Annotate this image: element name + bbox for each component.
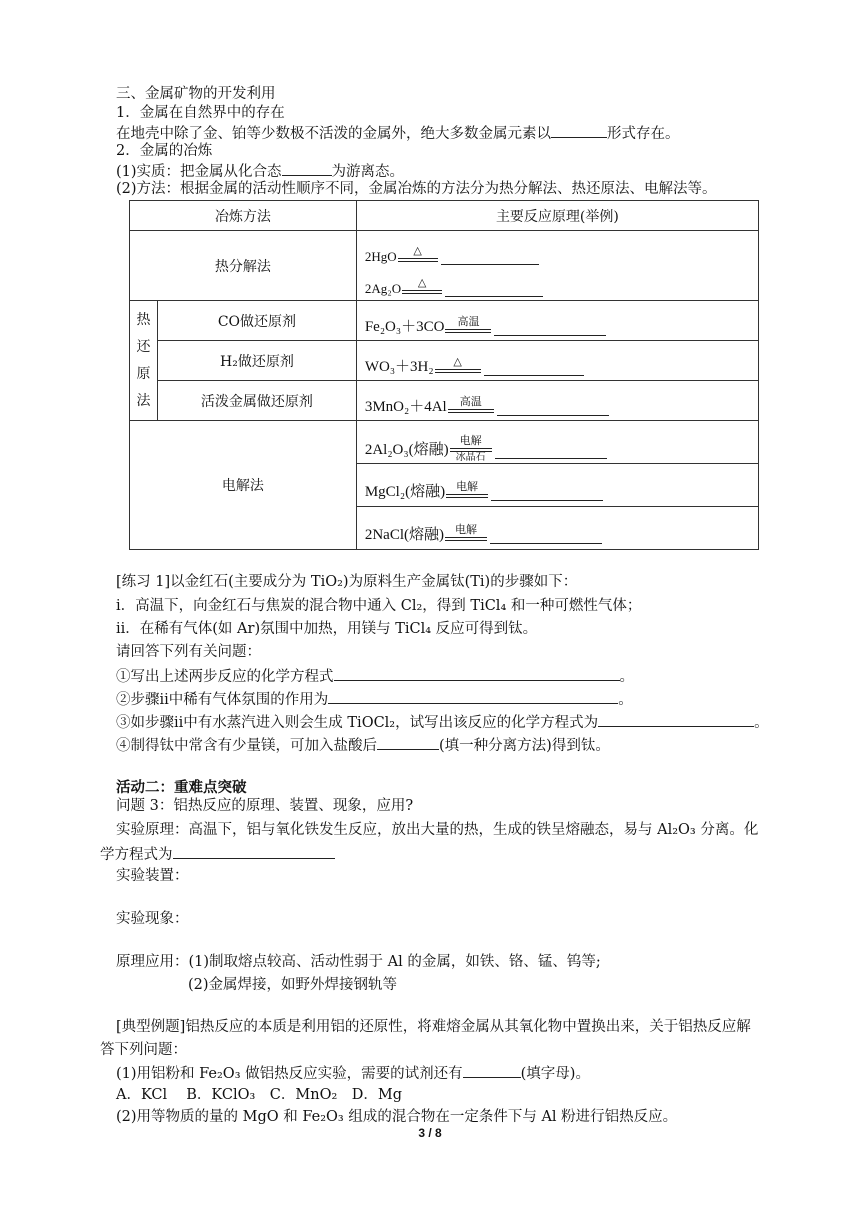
- equation-fe2o3: Fe₂O₃＋3CO 高温: [365, 306, 750, 336]
- paragraph-method: (2)方法：根据金属的活动性顺序不同，金属冶炼的方法分为热分解法、热还原法、电解法等。: [116, 181, 717, 197]
- equation-cell-mgcl2: [356, 464, 758, 507]
- example-question-1: (1)用铝粉和 Fe₂O₃ 做铝热反应实验，需要的试剂还有 (填字母)。: [116, 1063, 590, 1084]
- answer-blank[interactable]: [598, 712, 754, 727]
- header-principle: 主要反应原理(举例): [356, 201, 758, 231]
- experiment-principle: 实验原理：高温下，铝与氧化铁发生反应，放出大量的热，生成的铁呈熔融态，易与 Al₂O₃ 分离。化: [116, 822, 759, 838]
- section-heading: 三、金属矿物的开发利用: [116, 86, 276, 102]
- heat-condition-icon: △: [398, 246, 438, 262]
- example-intro-cont: 答下列问题：: [100, 1042, 187, 1058]
- practice-step-2: ii．在稀有气体(如 Ar)氛围中加热，用镁与 TiCl₄ 反应可得到钛。: [116, 621, 538, 637]
- equation-cell-al: [356, 381, 758, 421]
- practice-question-1: ①写出上述两步反应的化学方程式 。: [116, 666, 634, 687]
- activity-2-title: 活动二：重难点突破: [116, 779, 247, 796]
- paragraph-essence: (1)实质：把金属从化合态 为游离态。: [116, 161, 404, 182]
- practice-question-2: ②步骤ⅱ中稀有气体氛围的作用为 。: [116, 689, 633, 710]
- experiment-apparatus: 实验装置：: [116, 868, 189, 884]
- principle-application-1: 原理应用：(1)制取熔点较高、活动性弱于 Al 的金属，如铁、铬、锰、钨等;: [116, 954, 601, 970]
- paragraph-existence: 在地壳中除了金、铂等少数极不活泼的金属外，绝大多数金属元素以 形式存在。: [116, 123, 680, 144]
- practice-ask: 请回答下列有关问题：: [116, 644, 261, 660]
- example-question-2: (2)用等物质的量的 MgO 和 Fe₂O₃ 组成的混合物在一定条件下与 Al 粉进行铝热反应。: [116, 1109, 678, 1125]
- subsection-title-1: 1．金属在自然界中的存在: [116, 105, 285, 121]
- smelting-methods-table: [129, 200, 759, 550]
- equation-cell-co: [356, 301, 758, 341]
- example-intro: [典型例题]铝热反应的本质是利用铝的还原性，将难熔金属从其氧化物中置换出来，关于铝热反应解: [116, 1019, 751, 1035]
- answer-blank[interactable]: [328, 689, 618, 704]
- equation-cell-al2o3: [356, 421, 758, 464]
- co-reducing-agent: CO做还原剂: [158, 301, 357, 341]
- electrolysis-condition-icon: 电解: [445, 525, 487, 541]
- active-metal-reducing-agent: 活泼金属做还原剂: [158, 381, 357, 421]
- practice-question-3: ③如步骤ⅱ中有水蒸汽进入则会生成 TiOCl₂，试写出该反应的化学方程式为 。: [116, 712, 769, 733]
- equation-ag2o: 2Ag₂O △: [365, 265, 750, 297]
- experiment-principle-cont: 学方程式为: [100, 844, 335, 865]
- method-thermal-reduction: 热 还 原 法: [130, 301, 158, 421]
- practice-intro: [练习 1]以金红石(主要成分为 TiO₂)为原料生产金属钛(Ti)的步骤如下：: [116, 574, 578, 590]
- equation-cell-h2: [356, 341, 758, 381]
- equation-mgcl2: MgCl₂(熔融) 电解: [365, 469, 750, 501]
- answer-blank[interactable]: [445, 282, 543, 297]
- answer-blank[interactable]: [497, 401, 609, 416]
- method-electrolysis: 电解法: [130, 421, 357, 550]
- answer-blank[interactable]: [491, 486, 603, 501]
- method-thermal-decomposition: 热分解法: [130, 231, 357, 301]
- header-method: 冶炼方法: [130, 201, 357, 231]
- practice-question-4: ④制得钛中常含有少量镁，可加入盐酸后 (填一种分离方法)得到钛。: [116, 735, 610, 756]
- page-number: 3 / 8: [418, 1126, 442, 1140]
- electrolysis-condition-icon: 电解: [446, 482, 488, 498]
- answer-blank[interactable]: [282, 161, 332, 176]
- experiment-phenomenon: 实验现象：: [116, 911, 189, 927]
- answer-blank[interactable]: [495, 444, 607, 459]
- h2-reducing-agent: H₂做还原剂: [158, 341, 357, 381]
- answer-blank[interactable]: [377, 735, 439, 750]
- practice-step-1: i．高温下，向金红石与焦炭的混合物中通入 Cl₂，得到 TiCl₄ 和一种可燃性气体；: [116, 598, 642, 614]
- answer-blank[interactable]: [494, 321, 606, 336]
- answer-blank[interactable]: [334, 666, 620, 681]
- answer-blank[interactable]: [484, 361, 584, 376]
- answer-blank[interactable]: [173, 844, 335, 859]
- example-options: A．KCl B．KClO₃ C．MnO₂ D．Mg: [116, 1087, 403, 1103]
- high-temp-condition-icon: 高温: [445, 317, 491, 333]
- equation-nacl: 2NaCl(熔融) 电解: [365, 512, 750, 544]
- answer-blank[interactable]: [490, 529, 602, 544]
- subsection-title-2: 2．金属的冶炼: [116, 143, 213, 159]
- equation-mno2: 3MnO₂＋4Al 高温: [365, 386, 750, 416]
- principle-application-2: (2)金属焊接，如野外焊接钢轨等: [188, 977, 398, 993]
- answer-blank[interactable]: [441, 250, 539, 265]
- high-temp-condition-icon: 高温: [448, 397, 494, 413]
- equation-wo3: WO₃＋3H₂ △: [365, 346, 750, 376]
- answer-blank[interactable]: [463, 1063, 521, 1078]
- question-3: 问题 3：铝热反应的原理、装置、现象，应用?: [116, 798, 414, 814]
- equation-al2o3: 2Al₂O₃(熔融) 电解 冰晶石: [365, 425, 750, 459]
- equation-cell-nacl: [356, 507, 758, 550]
- answer-blank[interactable]: [551, 123, 607, 138]
- heat-condition-icon: △: [435, 357, 481, 373]
- electrolysis-condition-icon: 电解 冰晶石: [450, 436, 492, 462]
- heat-condition-icon: △: [402, 278, 442, 294]
- thermal-decomp-equations: [356, 231, 758, 301]
- equation-hgo: 2HgO △: [365, 235, 750, 265]
